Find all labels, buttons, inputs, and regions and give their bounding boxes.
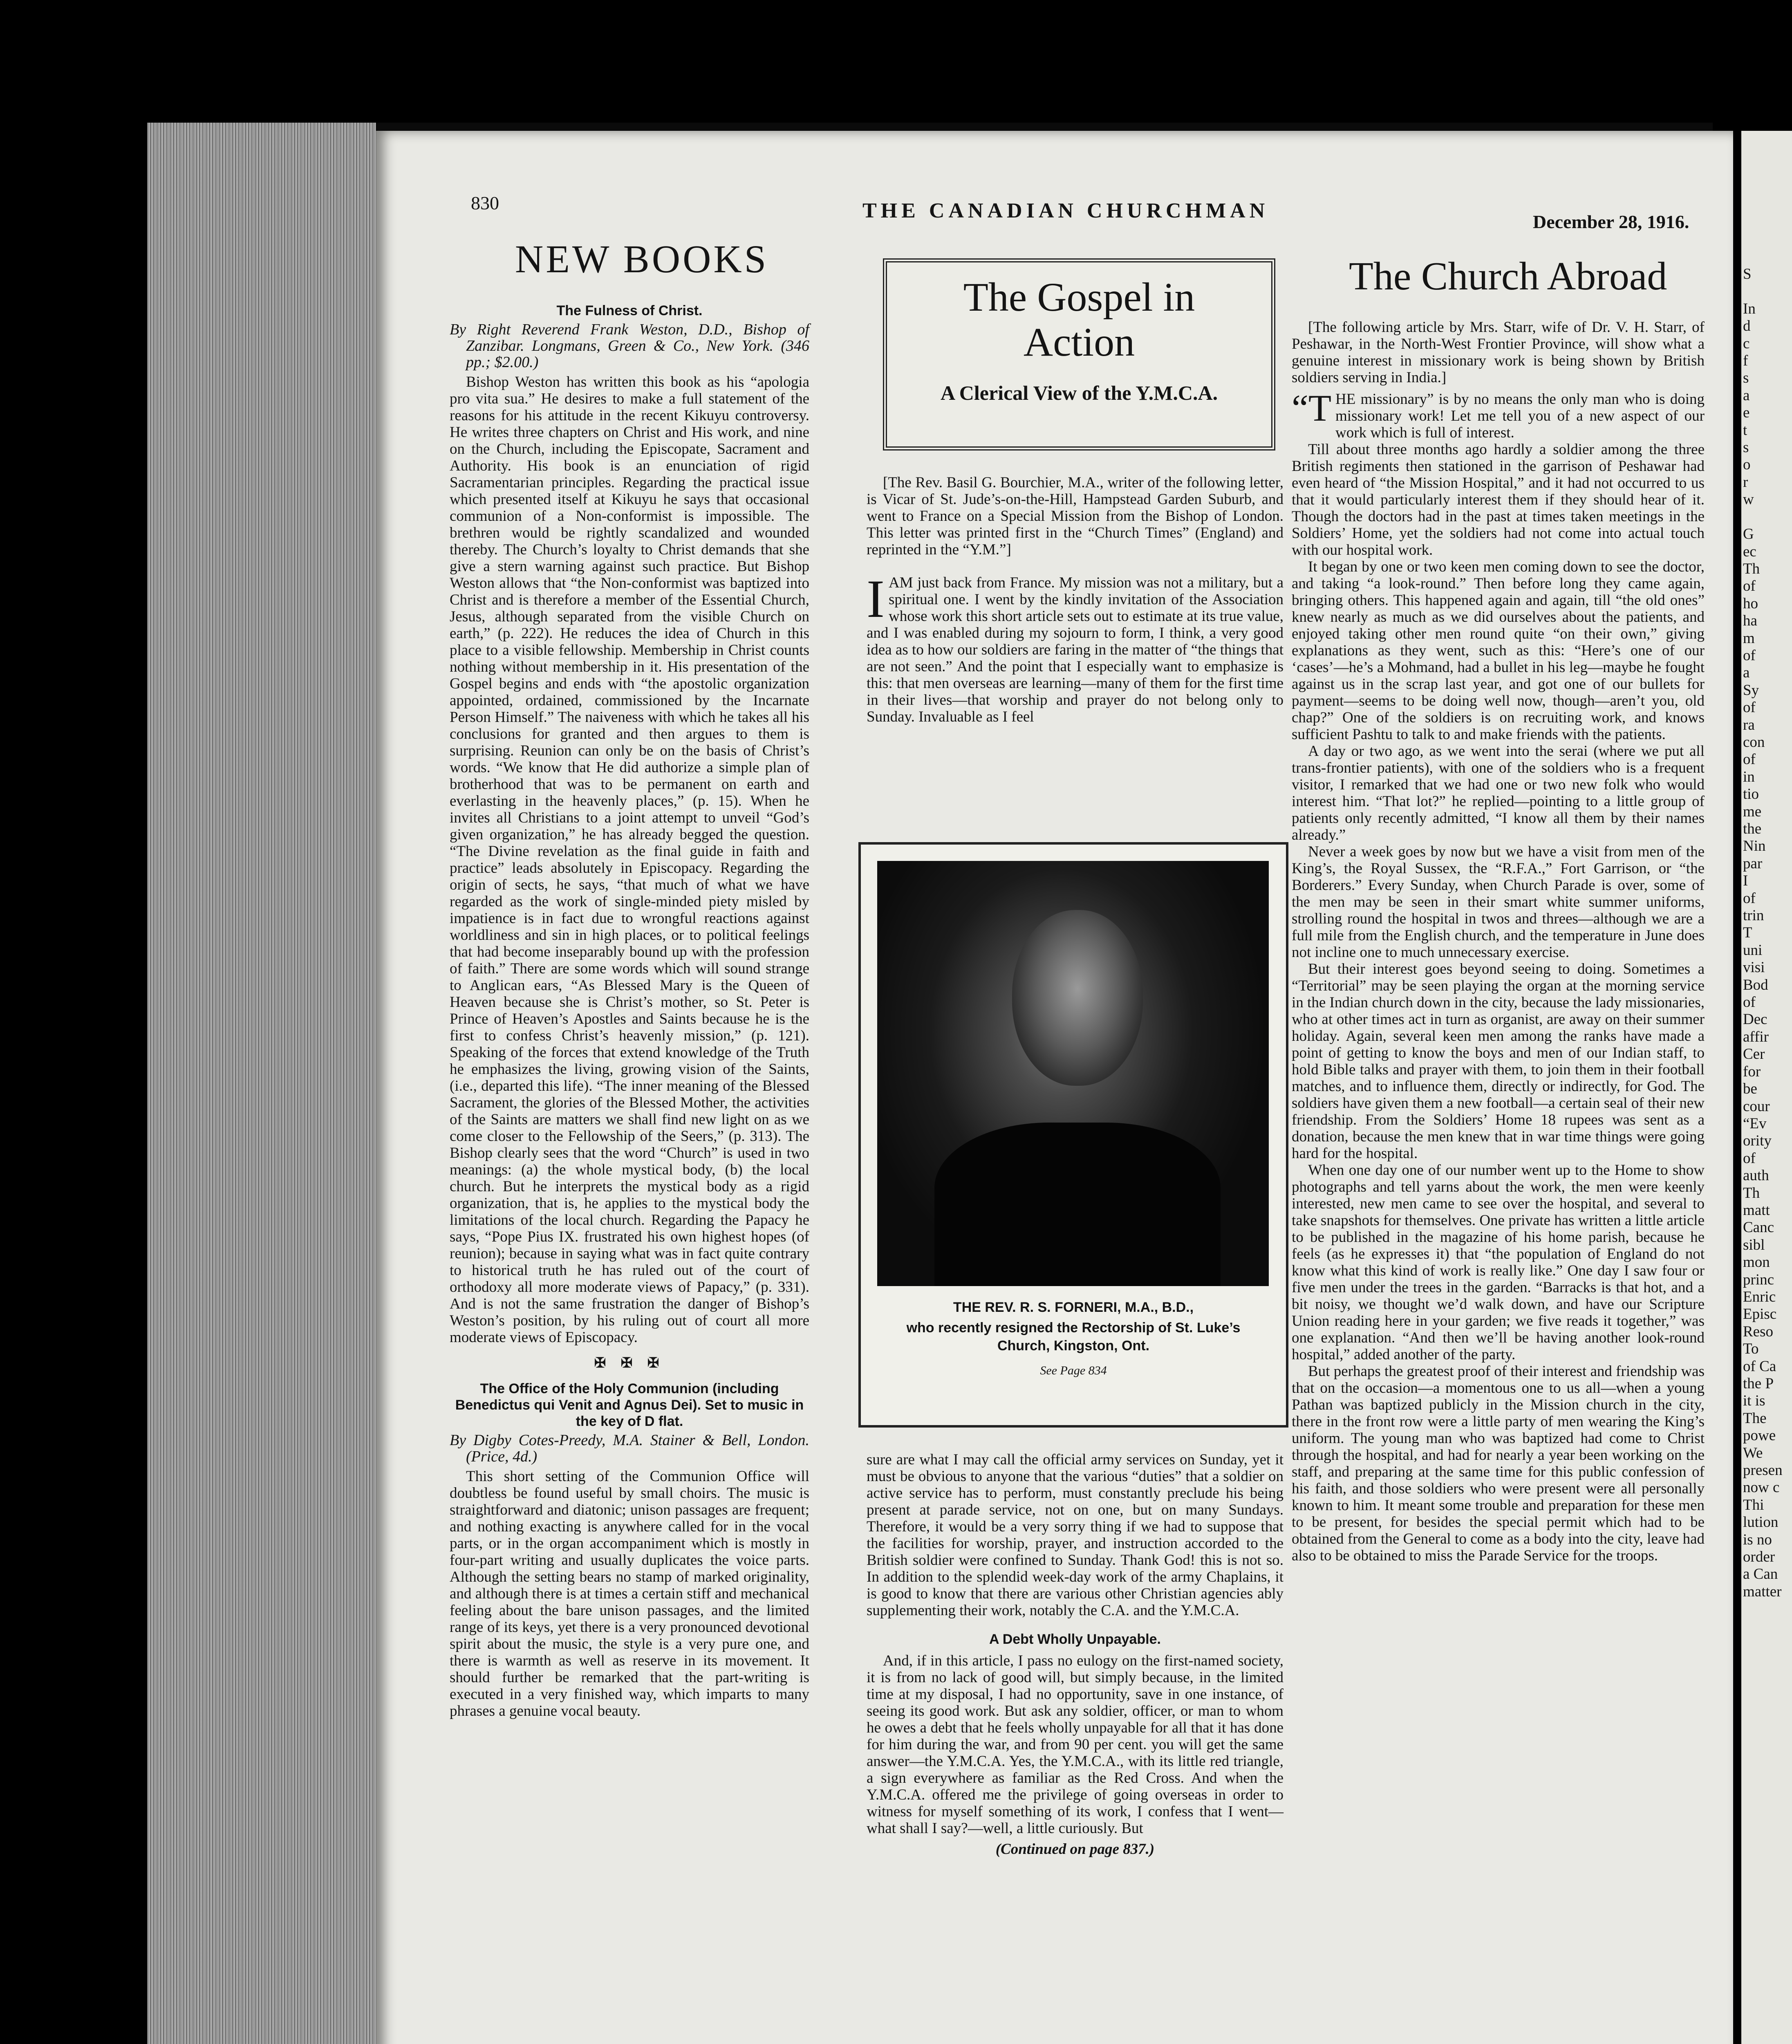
- issue-date: December 28, 1916.: [1533, 211, 1689, 232]
- portrait-photo: [877, 861, 1269, 1286]
- church-abroad-para1: HE missionary” is by no means the only man who is doing missionary work! Let me tell you of a new aspect of our work which is full of interest.: [1335, 391, 1705, 441]
- masthead: THE CANADIAN CHURCHMAN: [862, 199, 1269, 222]
- portrait-face: [1012, 910, 1143, 1086]
- portrait-frame: [858, 842, 1288, 1428]
- review1-title: The Fulness of Christ.: [556, 303, 703, 318]
- gospel-para3: And, if in this article, I pass no eulogy on the first-named society, it is from no lack of good will, but simply because, in the limited time at my disposal, I had no opportunity, save in one instance, of seeing its good work. But ask any soldier, officer, or man to whom he owes a debt that he feels wholly unpayable for all that it has done for him during the war, and from 90 per cent. you will get the same answer—the Y.M.C.A. Yes, the Y.M.C.A., with its little red triangle, a sign everywhere as familiar as the Red Cross. And when the Y.M.C.A. offered me the privilege of going overseas in order to witness for myself something of its work, I confess that I went—what shall I say?—well, a little curiously. But: [867, 1652, 1284, 1837]
- portrait-see-page: See Page 834: [1040, 1364, 1107, 1377]
- section-ornament: ✠ ✠ ✠: [594, 1356, 665, 1371]
- gospel-intro-section: [867, 474, 1284, 725]
- church-abroad-para2: Till about three months ago hardly a soldier among the three British regiments then stationed in the garrison of Peshawar had even heard of “the Mission Hospital,” and it had not occurred to us that it would particularly interest them if they should hear of it. Though the doctors had in the past at times taken meetings in the Soldiers’ Home, yet the soldiers had not come into actual touch with our hospital work.: [1292, 441, 1705, 558]
- gospel-continued-section: [867, 1451, 1284, 1858]
- gospel-intro: [The Rev. Basil G. Bourchier, M.A., writer of the following letter, is Vicar of St. Jude’s-on-the-Hill, Hampstead Garden Suburb, and went to France on a Special Mission from the Bishop of London. This letter was printed first in the “Church Times” (England) and reprinted in the “Y.M.”]: [867, 474, 1284, 558]
- church-abroad-dropcap: “T: [1292, 387, 1332, 429]
- gospel-subhead: A Debt Wholly Unpayable.: [989, 1632, 1161, 1647]
- portrait-shoulders: [934, 1123, 1221, 1286]
- gospel-subtitle: A Clerical View of the Y.M.C.A.: [940, 381, 1218, 404]
- church-abroad-para6: But their interest goes beyond seeing to doing. Sometimes a “Territorial” may be seen playing the organ at the morning service in the Indian church down in the city, because the lady missionaries, who at other times act in turn as organist, are away on their summer holiday. Again, several keen men among the ranks have made a point of getting to know the boys and men of our Indian staff, to hold Bible talks and prayer with them, to join them in their football matches, and to influence them, directly or indirectly, for God. The soldiers have given them a new football—a certain seal of their new friendship. From the Soldiers’ Home 18 rupees was sent as a donation, because the men knew that in war time things were going hard for the hospital.: [1292, 961, 1705, 1162]
- church-abroad-para4: A day or two ago, as we went into the serai (where we put all trans-frontier patients), with one of the soldiers who is a frequent visitor, I remarked that we had one or two new folk who would interest him. “That lot?” he replied—pointing to a little group of patients only recently admitted, “I know all them by their names already.”: [1292, 743, 1705, 843]
- new-books-heading: NEW BOOKS: [515, 237, 769, 281]
- church-abroad-heading: The Church Abroad: [1349, 254, 1667, 298]
- church-abroad-para7: When one day one of our number went up to the Home to show photographs and tell yarns about the work, the men were keenly interested, new men came to see over the hospital, and several to take snapshots for themselves. One private has written a little article to be published in the magazine of his home parish, because he feels (as he expresses it) that “the population of England do not know what this kind of work is really like.” One day I saw four or five men under the trees in the garden. “Barracks is that hot, and a bit noisy, we thought we’d walk down, and have our Scripture Union reading here in your garden; we five reads it together,” was one explanation. “And then we’ll be having another look-round hospital,” added another of the party.: [1292, 1162, 1705, 1363]
- gospel-first-paragraph: [867, 569, 1284, 725]
- church-abroad-para8: But perhaps the greatest proof of their interest and friendship was that on the occasion—a momentous one to us all—when a young Pathan was baptized publicly in the Mission church in the city, there in the front row were a little party of men wearing the King’s uniform. The young man who was baptized had come to Christ through the hospital, and had for nearly a year been working on the staff, and preparing at the same time for this public confession of his faith, and those soldiers who were present were all personally known to him. It meant some trouble and preparation for these men to be present, for besides the special permit which had to be obtained from the General to come as a body into the city, leave had also to be obtained to miss the Parade Service for the troops.: [1292, 1363, 1705, 1564]
- church-abroad-intro: [The following article by Mrs. Starr, wife of Dr. V. H. Starr, of Peshawar, in the North-West Frontier Province, will show what a genuine interest in missionary work is being shown by British soldiers serving in India.]: [1292, 319, 1705, 386]
- facing-page-fragment: [1741, 131, 1792, 2044]
- review1-byline: By Right Reverend Frank Weston, D.D., Bishop of Zanzibar. Longmans, Green & Co., New York. (346 pp.; $2.00.): [450, 321, 809, 371]
- church-abroad-first-paragraph: [1292, 387, 1705, 441]
- gospel-title-box: [883, 258, 1275, 450]
- review2-body: This short setting of the Communion Office will doubtless be found useful by small choirs. The music is straightforward and diatonic; unison passages are frequent; and nothing exacting is anywhere called for in the vocal parts, or in the organ accompaniment which is mostly in four-part writing and usually duplicates the voice parts. Although the setting bears no stamp of marked originality, and although there is at times a certain stiff and mechanical feeling about the bare unison passages, and the limited range of its keys, yet there is a very pronounced devotional spirit about the music, the style is a very pure one, and there is warmth as well as reserve in its movement. It should further be remarked that the part-writing is executed in a very finished way, which imparts to many phrases a genuine vocal beauty.: [450, 1468, 809, 1719]
- portrait-caption-line1: THE REV. R. S. FORNERI, M.A., B.D.,: [953, 1300, 1194, 1315]
- gospel-title-line1: The Gospel in: [963, 274, 1195, 320]
- review2-byline: By Digby Cotes-Preedy, M.A. Stainer & Bell, London. (Price, 4d.): [450, 1432, 809, 1465]
- gospel-continued-note: (Continued on page 837.): [995, 1841, 1155, 1858]
- newspaper-page: [376, 131, 1733, 2044]
- gospel-para1: AM just back from France. My mission was not a military, but a spiritual one. I went by the kindly invitation of the Association whose work this short article sets out to estimate at its true value, and I was enabled during my sojourn to form, I think, a very good idea as to how our soldiers are faring in the matter of “the things that are not seen.” And the point that I especially want to emphasize is this: that men overseas are learning—many of them for the first time in their lives—that worship and prayer do not belong only to Sunday. Invaluable as I feel: [867, 574, 1284, 725]
- church-abroad-para5: Never a week goes by now but we have a visit from men of the King’s, the Royal Sussex, the “R.F.A.,” Fort Garrison, or “the Borderers.” Every Sunday, when Church Parade is over, some of the men may be seen in their smart white summer uniforms, strolling round the hospital in twos and threes—although we are a full mile from the English church, and the temperature in June does not incline one to much unnecessary exercise.: [1292, 843, 1705, 961]
- review1-body: Bishop Weston has written this book as his “apologia pro vita sua.” He desires to make a full statement of the reasons for his attitude in the recent Kikuyu controversy. He writes three chapters on Christ and His work, and nine on the Church, including the Episcopate, Sacrament and Authority. His book is an enunciation of rigid Sacramentarian principles. Regarding the practical issue which presented itself at Kikuyu he says that occasional communion of a Non-conformist is impossible. The brethren would be rightly scandalized and wounded thereby. The Church’s loyalty to Christ demands that she give a stern warning against such practice. But Bishop Weston allows that “the Non-conformist was baptized into Christ and is therefore a member of the Essential Church, Jesus, although separated from the visible Church on earth,” (p. 222). He reduces the idea of Church in this place to a visible fellowship. Membership in Christ counts nothing without membership in it. His presentation of the Gospel begins and ends with “the apostolic organization appointed, ordained, commissioned by the Incarnate Person Himself.” The naiveness with which he takes all his conclusions for granted and then argues to them is surprising. Reunion can only be on the basis of Christ’s words. “We know that He did authorize a simple plan of brotherhood that was to be permanent on earth and everlasting in the heavenly places,” (p. 15). When he invites all Christians to a joint attempt to unveil “God’s given organization,” he has already begged the question. “The Divine revelation as the final guide in faith and practice” leads absolutely in Episcopacy. Regarding the origin of sects, he says, “that much of what we have regarded as the work of single-minded piety misled by impatience is in fact due to wrongful reactions against worldliness and sin in high places, or to political feelings that had become inseparably bound up with the profession of faith.” There are some words which will sound strange to Anglican ears, “As Blessed Mary is the Queen of Heaven because she is Christ’s mother, so St. Peter is Prince of Heaven’s Apostles and Saints because he is the first to confess Christ’s heavenly mission,” (p. 121). Speaking of the forces that extend knowledge of the Truth he emphasizes the living, growing vision of the Saints, (i.e., departed this life). “The inner meaning of the Blessed Sacrament, the glories of the Blessed Mother, the activities of the Saints are matters we shall find new light on as we come closer to the Fellowship of the Seers,” (p. 313). The Bishop clearly sees that the word “Church” is used in two meanings: (a) the whole mystical body, (b) the local church. But he interprets the mystical body as a rigid organization, that is, he applies to the mystical body the limitations of the local church. Regarding the Papacy he says, “Pope Pius IX. frustrated his own highest hopes (of reunion); because in saying what was in fact quite contrary to historical truth he has ruled out of the court of orthodoxy all more moderate views of Papacy,” (p. 331). And is not the same frustration the danger of Bishop’s Weston’s position, by his ruling out of court all more moderate views of Episcopacy.: [450, 374, 809, 1346]
- church-abroad-column: [1292, 319, 1705, 1564]
- church-abroad-para3: It began by one or two keen men coming down to see the doctor, and taking “a look-round.” Then before long they came again, bringing others. This happened again and again, till “the old ones” knew nearly as much as we did ourselves about the patients, and enjoyed taking other men round quite “on their own,” giving explanations as they went, such as this: “Here’s one of our ‘cases’—he’s a Mohmand, had a bullet in his leg—maybe he fought against us in the scrap last year, and got one of our bullets for payment—seems to be doing well now, though—aren’t you, old chap?” One of the soldiers is on recruiting work, and knows sufficient Pashtu to talk to and make friends with the patients.: [1292, 558, 1705, 743]
- gospel-dropcap: I: [867, 569, 885, 629]
- page-number: 830: [471, 193, 499, 213]
- gospel-title-line2: Action: [1023, 319, 1135, 365]
- book-page-edges: [147, 123, 376, 2044]
- portrait-caption-line2: who recently resigned the Rectorship of St. Luke’s Church, Kingston, Ont.: [906, 1320, 1241, 1354]
- review2-title: The Office of the Holy Communion (including Benedictus qui Venit and Agnus Dei). Set to music in the key of D flat.: [455, 1381, 804, 1429]
- gospel-para2: sure are what I may call the official army services on Sunday, yet it must be obvious to anyone that the various “duties” that a soldier on active service has to perform, must constantly preclude his being present at parade service, not on one, but on many Sundays. Therefore, it would be a very sorry thing if we had to suppose that the facilities for worship, prayer, and instruction accorded to the British soldier were confined to Sunday. Thank God! this is not so. In addition to the splendid week-day work of the army Chaplains, it is good to know that there are various other Christian agencies ably supplementing their work, notably the C.A. and the Y.M.C.A.: [867, 1451, 1284, 1619]
- facing-page-text: S In d c f s a e t s o r w G ec Th of ho ha m of a Sy of ra con of in tio me the Nin par I of trin T uni visi Bod of Dec affir Cer for be cour “Ev ority of auth Th matt Canc sibl mon princ Enric Episc Reso To of Ca the P it is The powe We presen now c Thi lution is no order a Can matter: [1743, 266, 1783, 1600]
- new-books-column: [450, 303, 809, 1719]
